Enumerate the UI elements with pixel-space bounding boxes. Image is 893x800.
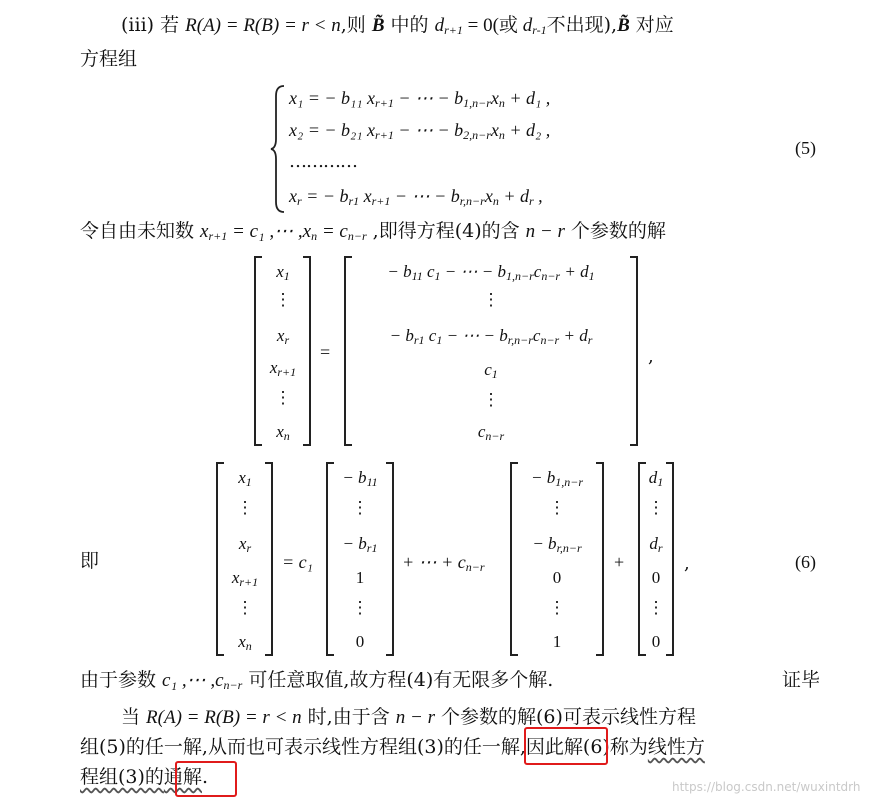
row1-sub: r+1 — [375, 96, 394, 110]
lhs2-vdots-2: ⋮ — [236, 598, 254, 617]
v2-vdots-2: ⋮ — [548, 598, 566, 617]
v1-br1: − $b_{r1}$ — [342, 534, 378, 555]
rowr-sub2: r+1 — [371, 194, 391, 208]
system-row-dots: ………… — [289, 151, 357, 172]
equation-label-6: (6) — [795, 552, 816, 572]
plus-dots-cnr — [402, 550, 485, 579]
para-l1a: 当 — [121, 706, 147, 728]
v2-zero: 0 — [552, 568, 562, 587]
free-xsub: r+1 — [208, 229, 228, 243]
para-line-2 — [80, 734, 705, 760]
mid-sub: n−r — [465, 560, 485, 574]
free-xn: x — [302, 221, 312, 242]
v2-b1nr: − $b_{1,n-r}$ — [530, 468, 583, 489]
v3-vector — [640, 462, 672, 656]
b-tilde-2: B̃ — [617, 15, 630, 36]
para-l2a: 组(5)的任一解,从而也可表示线性方程组(3)的 — [80, 736, 463, 758]
v3-vdots-1: ⋮ — [647, 498, 665, 517]
para-l1d: n − r — [395, 707, 435, 728]
para-l2c: ,因此解(6)称为 — [519, 736, 648, 758]
linear-eq-text: 线性方 — [647, 736, 705, 758]
lhs-x1: $x_1$ — [276, 262, 290, 283]
v3-zero-2: 0 — [651, 632, 661, 651]
rowr-c: r1 — [348, 194, 360, 208]
v2-vector — [518, 462, 596, 656]
c1-coef: c₁ — [298, 552, 313, 572]
row2-e: x — [490, 120, 499, 140]
row1-e: x — [490, 88, 499, 108]
text-line-1 — [121, 12, 674, 43]
para-line-1 — [121, 704, 696, 731]
params-bsub: n−r — [223, 678, 243, 692]
v1-b11: − $b_{11}$ — [342, 468, 378, 489]
v3-d1: $d_1$ — [648, 468, 664, 489]
v2-one: 1 — [552, 632, 562, 651]
d-sub-2: r-1 — [532, 23, 547, 37]
free-e: 个参数的解 — [564, 220, 666, 242]
params-b: c₁ ,⋯ ,c — [162, 670, 224, 691]
v1-vdots-1: ⋮ — [351, 498, 369, 517]
d-symbol-2: d — [522, 15, 533, 36]
para-l3a: 程组(3)的 — [80, 766, 164, 788]
equals-c1 — [282, 550, 313, 574]
equals-1: = — [320, 342, 331, 362]
row1-g: + d₁ , — [504, 88, 551, 108]
free-csub: n−r — [347, 229, 367, 243]
params-line — [80, 667, 553, 698]
rowr-f: n — [492, 194, 499, 208]
row1-a: x₁ = − b₁₁ x — [289, 88, 376, 108]
mid-text-2: + ⋯ + c — [402, 552, 466, 572]
row2-sub: r+1 — [375, 128, 394, 142]
system-row-r — [289, 184, 543, 213]
v1-vdots-2: ⋮ — [351, 598, 369, 617]
rank-condition: R(A) = R(B) = r < n — [185, 15, 341, 36]
lhs2-xr: $x_r$ — [238, 534, 252, 555]
lhs-vdots-2: ⋮ — [274, 388, 292, 407]
rowr-g: + d — [498, 186, 529, 206]
rowr-mid: − ⋯ − b — [390, 186, 460, 206]
mid-text: 中的 — [384, 14, 435, 36]
rhs-row-1: − $b_{11}$ $c_1$ − ⋯ − $b_{1,n-r}c_{n-r} + d_1$ — [387, 262, 595, 283]
row1-f: n — [498, 96, 505, 110]
free-unknowns-line — [80, 218, 666, 249]
rhs-right-bracket — [630, 256, 638, 446]
params-a: 由于参数 — [80, 669, 163, 691]
v2-right-bracket — [596, 462, 604, 656]
free-b: = c₁ ,⋯ , — [227, 221, 303, 242]
v2-vdots-1: ⋮ — [548, 498, 566, 517]
free-x: x — [200, 221, 209, 242]
d-sub: r+1 — [444, 23, 463, 37]
lhs2-right-bracket — [265, 462, 273, 656]
v1-one: 1 — [355, 568, 365, 587]
row2-f: n — [498, 128, 505, 142]
v2-brnr: − $b_{r,n-r}$ — [532, 534, 582, 555]
lhs-left-bracket — [254, 256, 262, 446]
v2-left-bracket — [510, 462, 518, 656]
para-l1e: 个参数的解(6)可表示线性方程 — [434, 706, 696, 728]
rowr-d: r,n−r — [459, 194, 485, 208]
lhs-xr1: $x_{r+1}$ — [269, 358, 297, 379]
v3-dr: $d_r$ — [649, 534, 663, 555]
left-brace — [270, 84, 286, 214]
rhs-vdots-1: ⋮ — [482, 290, 500, 309]
rowr-e: x — [484, 186, 493, 206]
iii-prefix: (iii) 若 — [121, 14, 186, 36]
corresponds-text: 对应 — [629, 14, 674, 36]
ji-label: 即 — [80, 550, 100, 572]
free-nr: n − r — [525, 221, 565, 242]
comma-1: , — [648, 346, 654, 367]
rhs-vdots-2: ⋮ — [482, 390, 500, 409]
lhs-xn: $x_n$ — [276, 422, 290, 443]
not-appear-text: 不出现), — [546, 14, 618, 36]
v1-zero: 0 — [355, 632, 365, 651]
system-row-1 — [289, 86, 550, 115]
row1-c: − ⋯ − b — [393, 88, 464, 108]
rhs-row-r: − $b_{r1}$ $c_1$ − ⋯ − $b_{r,n-r}c_{n-r} + d_r$ — [389, 326, 593, 347]
rowr-comma: , — [533, 186, 543, 206]
then-text: ,则 — [340, 14, 372, 36]
rhs-cnr: $c_{n-r}$ — [477, 422, 505, 443]
general-solution-text: 通解 — [163, 766, 202, 788]
equation-label-5: (5) — [795, 138, 816, 158]
v3-vdots-2: ⋮ — [647, 598, 665, 617]
row2-d: 2,n−r — [463, 128, 491, 142]
free-d: ,即得方程(4)的含 — [366, 220, 526, 242]
rowr-sub: r — [297, 194, 302, 208]
v1-left-bracket — [326, 462, 334, 656]
v3-zero-1: 0 — [651, 568, 661, 587]
eq-zero: = 0(或 — [462, 15, 523, 36]
free-nsub: n — [311, 229, 318, 243]
params-c: 可任意取值,故方程(4)有无限多个解. — [242, 669, 554, 691]
system-row-2 — [289, 118, 550, 147]
watermark: https://blog.csdn.net/wuxintdrh — [672, 780, 861, 794]
d-symbol: d — [434, 15, 445, 36]
rowr-x2: x — [359, 186, 372, 206]
free-a: 令自由未知数 — [80, 220, 201, 242]
row2-g: + d₂ , — [504, 120, 551, 140]
v1-right-bracket — [386, 462, 394, 656]
b-tilde: B̃ — [371, 15, 385, 36]
lhs-vector — [262, 256, 304, 446]
para-l3c: . — [201, 766, 208, 788]
lhs-vdots-1: ⋮ — [274, 290, 292, 309]
free-c: = c — [317, 221, 348, 242]
lhs2-left-bracket — [216, 462, 224, 656]
equals-2: = — [282, 552, 295, 572]
text-line-2: 方程组 — [80, 48, 138, 70]
rhs-left-bracket — [344, 256, 352, 446]
lhs2-vector — [224, 462, 266, 656]
rowr-g-sub: r — [528, 194, 534, 208]
lhs2-xn: $x_n$ — [238, 632, 252, 653]
any-solution-text: 任一解 — [462, 736, 520, 758]
para-l1c: 时,由于含 — [301, 706, 396, 728]
row1-d: 1,n−r — [463, 96, 491, 110]
lhs2-x1: $x_1$ — [238, 468, 252, 489]
highlight-box-any-solution — [524, 727, 608, 765]
proof-end: 证毕 — [782, 669, 821, 691]
lhs2-vdots-1: ⋮ — [236, 498, 254, 517]
lhs2-xr1: $x_{r+1}$ — [231, 568, 259, 589]
plus-sign: + — [614, 552, 625, 572]
row2-a: x₂ = − b₂₁ x — [289, 120, 376, 140]
rowr-b: = − b — [301, 186, 349, 206]
lhs-right-bracket — [303, 256, 311, 446]
row2-c: − ⋯ − b — [393, 120, 464, 140]
rhs-c1: $c_1$ — [484, 360, 498, 381]
rhs-vector — [352, 256, 630, 446]
rowr-x: x — [289, 186, 297, 206]
v1-vector — [334, 462, 386, 656]
highlight-box-general-solution — [175, 761, 237, 797]
comma-2: , — [684, 553, 690, 574]
para-l1b: R(A) = R(B) = r < n — [146, 707, 302, 728]
lhs-xr: $x_r$ — [276, 326, 290, 347]
